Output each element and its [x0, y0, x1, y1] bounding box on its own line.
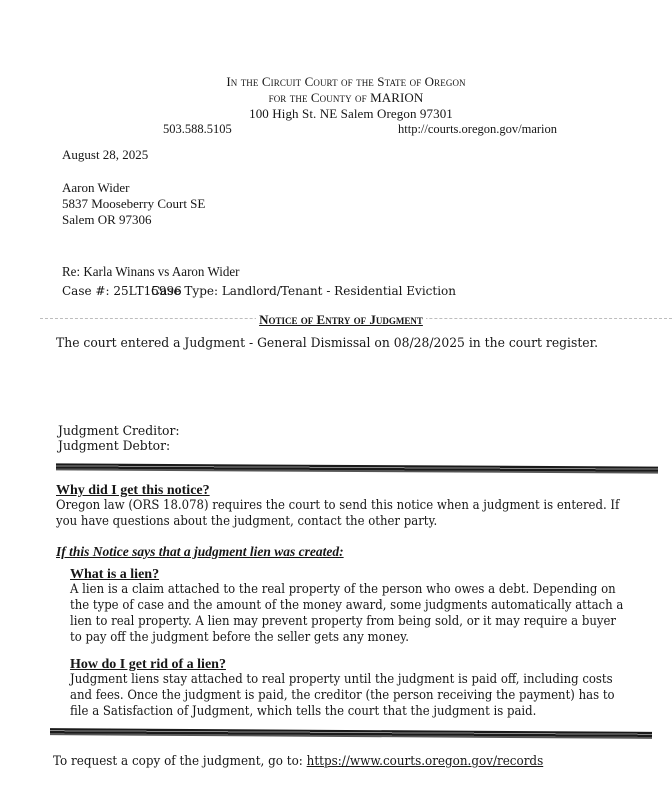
rid-of-lien-line: Judgment liens stay attached to real property until the judgment is paid off, including costs [70, 672, 613, 687]
request-copy-text [53, 754, 543, 769]
county-line: for the County of MARION [268, 90, 424, 105]
letter-date: August 28, 2025 [62, 147, 149, 162]
section-divider-top [56, 463, 658, 473]
request-copy-label: To request a copy of the judgment, go to: [53, 754, 307, 769]
why-text-line: you have questions about the judgment, contact the other party. [56, 514, 438, 529]
rid-of-lien-line: file a Satisfaction of Judgment, which tells the court that the judgment is paid. [70, 704, 537, 719]
court-website[interactable]: http://courts.oregon.gov/marion [398, 122, 558, 136]
rid-of-lien-heading: How do I get rid of a lien? [70, 657, 226, 672]
what-is-lien-heading: What is a lien? [70, 567, 160, 582]
what-is-lien-line: to pay off the judgment before the seller gets any money. [70, 630, 409, 645]
case-number: Case #: 25LT15996 [62, 284, 182, 298]
court-address: 100 High St. NE Salem Oregon 97301 [249, 106, 453, 121]
why-heading: Why did I get this notice? [56, 483, 210, 498]
re-line: Re: Karla Winans vs Aaron Wider [62, 265, 240, 280]
lien-intro-heading: If this Notice says that a judgment lien was created: [56, 544, 344, 559]
judgment-entered-text: The court entered a Judgment - General Dismissal on 08/28/2025 in the court register. [56, 336, 599, 351]
section-divider-bottom [50, 728, 652, 739]
judgment-creditor-label: Judgment Creditor: [58, 424, 180, 439]
notice-title [0, 309, 672, 328]
case-type: Case Type: Landlord/Tenant - Residential Eviction [151, 284, 457, 298]
judgment-debtor-label: Judgment Debtor: [58, 439, 171, 454]
notice-title-text: Notice of Entry of Judgment [256, 312, 426, 327]
recipient-city: Salem OR 97306 [62, 212, 152, 227]
recipient-name: Aaron Wider [62, 180, 130, 195]
why-text-line: Oregon law (ORS 18.078) requires the court to send this notice when a judgment is entered. If [56, 498, 620, 513]
what-is-lien-line: lien to real property. A lien may prevent property from being sold, or it may require a buyer [70, 614, 616, 629]
what-is-lien-line: the type of case and the amount of the money award, some judgments automatically attach a [70, 598, 624, 613]
what-is-lien-line: A lien is a claim attached to the real property of the person who owes a debt. Depending on [70, 582, 616, 597]
court-name-line: In the Circuit Court of the State of Oregon [226, 74, 466, 89]
recipient-street: 5837 Mooseberry Court SE [62, 196, 206, 211]
rid-of-lien-line: and fees. Once the judgment is paid, the creditor (the person receiving the payment) has to [70, 688, 615, 703]
records-link[interactable]: https://www.courts.oregon.gov/records [306, 754, 544, 769]
court-phone: 503.588.5105 [163, 122, 232, 136]
